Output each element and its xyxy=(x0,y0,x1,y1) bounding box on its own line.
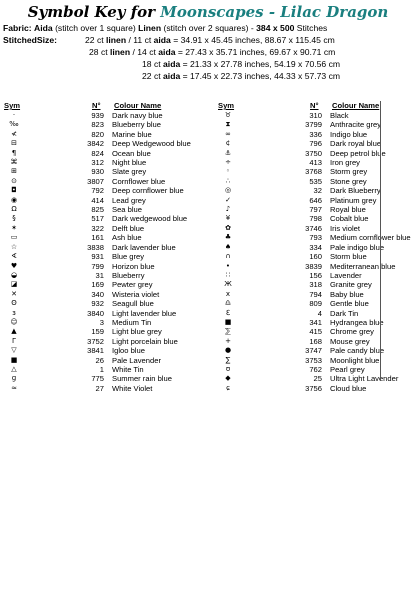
colour-name: Light blue grey xyxy=(112,327,162,337)
fabric-label: Fabric: xyxy=(3,23,32,33)
colour-name: Ash blue xyxy=(112,233,142,243)
key-row xyxy=(0,262,200,271)
key-header xyxy=(214,101,414,111)
key-row xyxy=(0,130,200,139)
colour-name: Indigo blue xyxy=(330,129,368,139)
symbol-icon: ✶ xyxy=(11,223,17,232)
symbol-icon: ∷ xyxy=(225,270,231,279)
symbol-icon: + xyxy=(225,336,231,345)
colour-name: Light porcelain blue xyxy=(112,336,178,346)
colour-name: Black xyxy=(330,111,349,120)
symbol-icon: ⊞ xyxy=(11,167,17,176)
symbol-icon: Γ xyxy=(12,336,16,345)
key-row xyxy=(214,177,414,186)
floss-number: 3841 xyxy=(87,346,104,356)
symbol-icon: ☆ xyxy=(10,242,18,251)
key-row xyxy=(0,111,200,120)
symbol-icon: ʊ xyxy=(225,364,231,373)
colour-name: Delft blue xyxy=(112,223,145,233)
floss-number: 26 xyxy=(95,355,104,365)
header-num: N° xyxy=(92,101,101,110)
key-row xyxy=(214,111,414,120)
symbol-icon: ⊙ xyxy=(11,176,17,185)
floss-number: 799 xyxy=(91,261,104,271)
key-row xyxy=(0,233,200,242)
floss-number: 535 xyxy=(309,176,322,186)
key-row xyxy=(0,177,200,186)
symbol-icon: ⅀ xyxy=(225,327,231,336)
colour-name: Blueberry blue xyxy=(112,120,161,130)
colour-name: Pale indigo blue xyxy=(330,242,385,252)
symbol-icon: ◉ xyxy=(10,195,18,204)
page-title xyxy=(0,3,416,21)
colour-name: Stone grey xyxy=(330,176,367,186)
symbol-icon: ◘ xyxy=(11,186,17,195)
key-row xyxy=(0,290,200,299)
key-row xyxy=(0,365,200,374)
floss-number: 3840 xyxy=(87,308,104,318)
floss-number: 820 xyxy=(91,129,104,139)
floss-number: 168 xyxy=(309,336,322,346)
floss-number: 517 xyxy=(91,214,104,224)
symbol-icon: ◦ xyxy=(225,167,231,176)
symbol-icon: ≮ xyxy=(11,129,17,138)
colour-name: Mediterranean blue xyxy=(330,261,396,271)
fabric-linen: Linen xyxy=(138,23,162,33)
floss-number: 809 xyxy=(309,299,322,309)
colour-name: Storm grey xyxy=(330,167,368,177)
symbol-icon: ∑ xyxy=(225,355,231,364)
key-row xyxy=(0,337,200,346)
header-sym: Sym xyxy=(218,101,235,110)
colour-name: Cloud blue xyxy=(330,383,367,393)
colour-name: Summer rain blue xyxy=(112,374,172,384)
floss-number: 3752 xyxy=(87,336,104,346)
header-name: Colour Name xyxy=(114,101,162,110)
symbol-icon: ɕ xyxy=(226,383,230,392)
floss-number: 334 xyxy=(309,242,322,252)
key-row xyxy=(0,346,200,355)
key-row xyxy=(0,196,200,205)
key-row xyxy=(214,214,414,223)
floss-number: 931 xyxy=(91,252,104,262)
colour-name: Wisteria violet xyxy=(112,289,160,299)
stitch-dimensions: 384 x 500 xyxy=(256,23,295,33)
colour-name: Hydrangea blue xyxy=(330,317,384,327)
key-row xyxy=(214,280,414,289)
key-row xyxy=(0,384,200,393)
floss-number: 156 xyxy=(309,270,322,280)
floss-number: 31 xyxy=(95,270,104,280)
symbol-icon: ♎ xyxy=(224,299,232,308)
symbol-icon: ▭ xyxy=(10,233,18,242)
symbol-icon: ☺ xyxy=(10,317,18,326)
symbol-icon: ✕ xyxy=(11,289,17,298)
floss-number: 322 xyxy=(91,223,104,233)
floss-number: 3768 xyxy=(305,167,322,177)
floss-number: 413 xyxy=(309,158,322,168)
symbol-icon: ■ xyxy=(224,317,232,326)
symbol-icon: х xyxy=(225,289,231,298)
title-pattern-name: Moonscapes - Lilac Dragon xyxy=(160,3,389,21)
title-prefix: Symbol Key for xyxy=(27,3,161,21)
symbol-icon: ¢ xyxy=(225,139,231,148)
colour-name: Lead grey xyxy=(112,195,146,205)
floss-number: 792 xyxy=(91,186,104,196)
colour-name: Lavender xyxy=(330,270,362,280)
key-row xyxy=(0,327,200,336)
floss-number: 169 xyxy=(91,280,104,290)
floss-number: 312 xyxy=(91,158,104,168)
floss-number: 646 xyxy=(309,195,322,205)
colour-name: Dark royal blue xyxy=(330,139,382,149)
colour-name: Dark Tin xyxy=(330,308,359,318)
colour-name: White Tin xyxy=(112,364,144,374)
colour-name: Dark navy blue xyxy=(112,111,163,120)
colour-name: Pale Lavender xyxy=(112,355,161,365)
key-row xyxy=(214,365,414,374)
key-row xyxy=(0,158,200,167)
floss-number: 414 xyxy=(91,195,104,205)
key-row xyxy=(214,139,414,148)
colour-name: Deep Wedgewood blue xyxy=(112,139,191,149)
floss-number: 932 xyxy=(91,299,104,309)
colour-name: Blueberry xyxy=(112,270,145,280)
key-row xyxy=(0,309,200,318)
fabric-line xyxy=(3,23,327,33)
floss-number: 3750 xyxy=(305,148,322,158)
key-row xyxy=(214,309,414,318)
key-row xyxy=(214,205,414,214)
colour-name: Anthracite grey xyxy=(330,120,382,130)
key-row xyxy=(0,299,200,308)
stitched-size-line: 28 ct linen / 14 ct aida = 27.43 x 35.71 inches, 69.67 x 90.71 cm xyxy=(89,47,336,57)
fabric-aida: Aida xyxy=(34,23,53,33)
symbol-icon: ♪ xyxy=(225,205,231,214)
floss-number: 160 xyxy=(309,252,322,262)
key-row xyxy=(214,158,414,167)
key-row xyxy=(0,318,200,327)
key-column-left xyxy=(0,101,200,393)
symbol-icon: Ω xyxy=(11,205,17,214)
colour-name: Iron grey xyxy=(330,158,360,168)
key-row xyxy=(214,186,414,195)
key-row xyxy=(0,139,200,148)
header-name: Colour Name xyxy=(332,101,380,110)
colour-name: Medium Tin xyxy=(112,317,152,327)
symbol-icon: ⚓ xyxy=(224,148,232,157)
key-row xyxy=(0,149,200,158)
symbol-icon: ▽ xyxy=(11,346,17,355)
floss-number: 3807 xyxy=(87,176,104,186)
floss-number: 825 xyxy=(91,205,104,215)
key-row xyxy=(214,290,414,299)
key-row xyxy=(214,346,414,355)
floss-number: 318 xyxy=(309,280,322,290)
symbol-icon: ʘ xyxy=(11,299,17,308)
key-row xyxy=(0,271,200,280)
symbol-icon: ∢ xyxy=(11,252,17,261)
symbol-icon: ♠ xyxy=(224,242,232,251)
colour-name: Storm blue xyxy=(330,252,367,262)
symbol-icon: ◆ xyxy=(225,374,231,383)
fabric-aida-note: (stitch over 1 square) xyxy=(55,23,136,33)
symbol-icon: ⌘ xyxy=(10,158,18,167)
floss-number: 823 xyxy=(91,120,104,130)
key-row xyxy=(214,196,414,205)
colour-name: Cornflower blue xyxy=(112,176,166,186)
colour-name: Igloo blue xyxy=(112,346,145,356)
symbol-icon: ⊟ xyxy=(11,139,17,148)
symbol-icon: ◎ xyxy=(224,186,232,195)
key-row xyxy=(214,130,414,139)
colour-name: Gentle blue xyxy=(330,299,369,309)
floss-number: 939 xyxy=(91,111,104,120)
colour-name: Cobalt blue xyxy=(330,214,369,224)
floss-number: 4 xyxy=(317,308,322,318)
colour-name: Sea blue xyxy=(112,205,142,215)
colour-name: Ultra Light Lavender xyxy=(330,374,399,384)
symbol-icon: Ж xyxy=(224,280,232,289)
key-row xyxy=(214,337,414,346)
floss-number: 161 xyxy=(91,233,104,243)
key-row xyxy=(214,356,414,365)
floss-number: 25 xyxy=(313,374,322,384)
key-row xyxy=(214,318,414,327)
key-row xyxy=(0,252,200,261)
colour-name: Granite grey xyxy=(330,280,372,290)
colour-name: Marine blue xyxy=(112,129,152,139)
floss-number: 798 xyxy=(309,214,322,224)
key-row xyxy=(214,252,414,261)
symbol-icon: ♥ xyxy=(10,261,18,270)
key-row xyxy=(214,299,414,308)
key-row xyxy=(0,243,200,252)
stitched-size-label: StitchedSize: xyxy=(3,35,57,45)
floss-number: 3839 xyxy=(305,261,322,271)
key-header xyxy=(0,101,200,111)
key-row xyxy=(214,327,414,336)
key-column-right xyxy=(214,101,414,393)
key-row xyxy=(0,280,200,289)
key-row xyxy=(0,120,200,129)
symbol-icon: ∞ xyxy=(225,129,231,138)
colour-name: Night blue xyxy=(112,158,147,168)
floss-number: 762 xyxy=(309,364,322,374)
colour-name: Dark Blueberry xyxy=(330,186,381,196)
symbol-icon: ɡ xyxy=(11,374,17,383)
colour-name: Chrome grey xyxy=(330,327,374,337)
colour-name: Blue grey xyxy=(112,252,145,262)
colour-name: Ocean blue xyxy=(112,148,151,158)
colour-name: Pale candy blue xyxy=(330,346,385,356)
key-row xyxy=(214,224,414,233)
key-row xyxy=(214,233,414,242)
symbol-icon: ■ xyxy=(10,355,18,364)
key-row xyxy=(0,214,200,223)
stitched-size-line: 22 ct linen / 11 ct aida = 34.91 x 45.45 inches, 88.67 x 115.45 cm xyxy=(85,35,335,45)
colour-name: Dark lavender blue xyxy=(112,242,176,252)
colour-name: Mouse grey xyxy=(330,336,370,346)
symbol-icon: ¥ xyxy=(225,214,231,223)
colour-name: Moonlight blue xyxy=(330,355,380,365)
symbol-icon: ◒ xyxy=(10,270,18,279)
floss-number: 794 xyxy=(309,289,322,299)
symbol-icon: ÷ xyxy=(225,158,231,167)
floss-number: 341 xyxy=(309,317,322,327)
colour-name: Baby blue xyxy=(330,289,364,299)
symbol-icon: ¶ xyxy=(11,148,17,157)
symbol-icon: ℇ xyxy=(225,308,231,317)
floss-number: 159 xyxy=(91,327,104,337)
key-row xyxy=(0,374,200,383)
colour-name: Slate grey xyxy=(112,167,147,177)
floss-number: 3756 xyxy=(305,383,322,393)
colour-name: Platinum grey xyxy=(330,195,377,205)
symbol-icon: ◪ xyxy=(10,280,18,289)
symbol-icon: ≈ xyxy=(11,383,17,392)
floss-number: 824 xyxy=(91,148,104,158)
symbol-icon: ● xyxy=(224,346,232,355)
floss-number: 3838 xyxy=(87,242,104,252)
colour-name: Horizon blue xyxy=(112,261,155,271)
key-row xyxy=(214,149,414,158)
symbol-icon: ✓ xyxy=(225,195,231,204)
key-row xyxy=(214,271,414,280)
key-row xyxy=(214,167,414,176)
floss-number: 340 xyxy=(91,289,104,299)
floss-number: 3799 xyxy=(305,120,322,130)
key-row xyxy=(0,167,200,176)
colour-name: White Violet xyxy=(112,383,153,393)
floss-number: 32 xyxy=(313,186,322,196)
floss-number: 930 xyxy=(91,167,104,177)
key-row xyxy=(214,243,414,252)
key-row xyxy=(0,186,200,195)
floss-number: 1 xyxy=(99,364,104,374)
symbol-icon: ∴ xyxy=(225,176,231,185)
floss-number: 310 xyxy=(309,111,322,120)
colour-name: Medium cornflower blue xyxy=(330,233,411,243)
key-row xyxy=(0,224,200,233)
key-row xyxy=(214,120,414,129)
colour-name: Light lavender blue xyxy=(112,308,177,318)
symbol-icon: ⧗ xyxy=(225,120,231,129)
floss-number: 797 xyxy=(309,205,322,215)
stitches-label: Stitches xyxy=(296,23,328,33)
key-row xyxy=(0,356,200,365)
floss-number: 415 xyxy=(309,327,322,337)
floss-number: 775 xyxy=(91,374,104,384)
colour-name: Pewter grey xyxy=(112,280,153,290)
symbol-icon: · xyxy=(12,111,16,119)
floss-number: 336 xyxy=(309,129,322,139)
floss-number: 3753 xyxy=(305,355,322,365)
colour-name: Deep cornflower blue xyxy=(112,186,184,196)
floss-number: 3747 xyxy=(305,346,322,356)
floss-number: 796 xyxy=(309,139,322,149)
header-num: N° xyxy=(310,101,319,110)
symbol-icon: ∩ xyxy=(225,252,231,261)
header-sym: Sym xyxy=(4,101,21,110)
key-row xyxy=(214,374,414,383)
key-row xyxy=(214,262,414,271)
symbol-icon: ‰ xyxy=(9,120,19,129)
key-row xyxy=(214,384,414,393)
symbol-icon: ♉ xyxy=(224,111,232,119)
colour-name: Dark wedgewood blue xyxy=(112,214,188,224)
colour-name: Deep petrol blue xyxy=(330,148,386,158)
symbol-icon: △ xyxy=(11,364,17,373)
symbol-icon: ▲ xyxy=(11,327,17,336)
colour-name: Pearl grey xyxy=(330,364,365,374)
floss-number: 3842 xyxy=(87,139,104,149)
column-divider xyxy=(380,101,382,381)
symbol-icon: § xyxy=(12,214,16,223)
colour-name: Iris violet xyxy=(330,223,360,233)
stitched-size-line: 18 ct aida = 21.33 x 27.78 inches, 54.19 x 70.56 cm xyxy=(142,59,341,69)
colour-name: Royal blue xyxy=(330,205,366,215)
symbol-icon: ɜ xyxy=(12,308,16,317)
floss-number: 3 xyxy=(99,317,104,327)
symbol-icon: ✿ xyxy=(225,223,231,232)
key-row xyxy=(0,205,200,214)
stitched-size-line: 22 ct aida = 17.45 x 22.73 inches, 44.33 x 57.73 cm xyxy=(142,71,341,81)
symbol-icon: ♣ xyxy=(224,233,232,242)
floss-number: 793 xyxy=(309,233,322,243)
floss-number: 3746 xyxy=(305,223,322,233)
floss-number: 27 xyxy=(95,383,104,393)
fabric-linen-note: (stitch over 2 squares) - xyxy=(163,23,254,33)
colour-name: Seagull blue xyxy=(112,299,154,309)
symbol-icon: • xyxy=(225,261,231,270)
